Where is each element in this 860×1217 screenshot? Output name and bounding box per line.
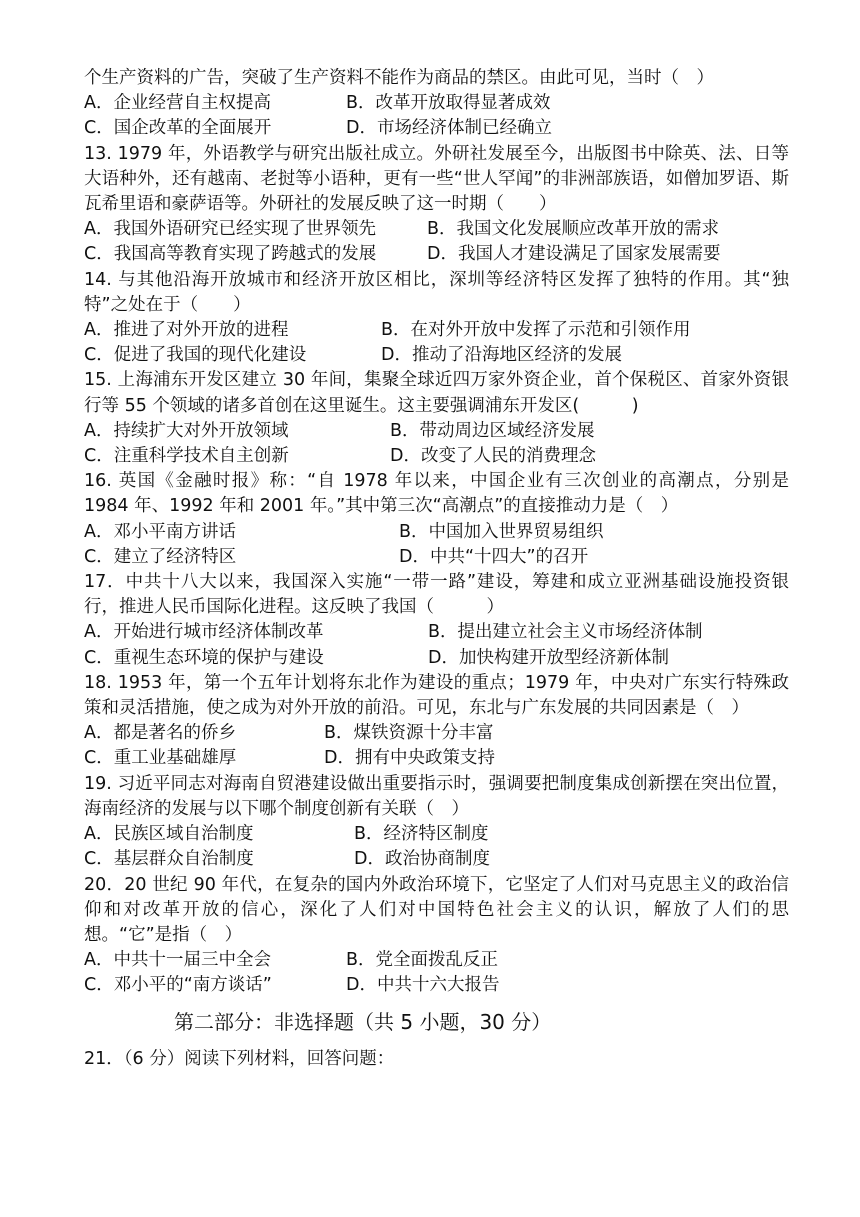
- option-b: B．改革开放取得显著成效: [346, 93, 551, 114]
- option-c: C．注重科学技术自主创新: [84, 446, 289, 467]
- option-b: B．党全面拨乱反正: [346, 950, 499, 971]
- option-b: B．煤铁资源十分丰富: [324, 723, 494, 744]
- question-17: [84, 570, 789, 671]
- question-12-tail: [84, 66, 789, 142]
- question-stem: 19. 习近平同志对海南自贸港建设做出重要指示时，强调要把制度集成创新摆在突出位置，海南经济的发展与以下哪个制度创新有关联（ ）: [84, 773, 789, 819]
- option-d: D．政治协商制度: [354, 849, 490, 870]
- question-20: [84, 873, 789, 999]
- question-stem: 14. 与其他沿海开放城市和经济开放区相比，深圳等经济特区发挥了独特的作用。其“独特”之处在于（ ）: [84, 269, 789, 315]
- question-stem: 20．20 世纪 90 年代，在复杂的国内外政治环境下，它坚定了人们对马克思主义的政治信仰和对改革开放的信心，深化了人们对中国特色社会主义的认识，解放了人们的思想。“它”是指（ ）: [84, 874, 789, 945]
- option-grid: [84, 419, 789, 469]
- option-d: D．市场经济体制已经确立: [346, 118, 552, 139]
- option-a: A．中共十一届三中全会: [84, 950, 271, 971]
- option-a: A．我国外语研究已经实现了世界领先: [84, 219, 376, 240]
- option-d: D．改变了人民的消费理念: [390, 446, 596, 467]
- option-c: C．重视生态环境的保护与建设: [84, 647, 324, 668]
- option-b: B．带动周边区域经济发展: [390, 420, 595, 441]
- question-14: [84, 268, 789, 369]
- option-a: A．持续扩大对外开放领域: [84, 420, 289, 441]
- option-d: D．我国人才建设满足了国家发展需要: [427, 244, 721, 265]
- option-b: B．提出建立社会主义市场经济体制: [428, 622, 703, 643]
- question-21-stem: 21．（6 分）阅读下列材料，回答问题：: [84, 1048, 395, 1069]
- question-stem: 17．中共十八大以来，我国深入实施“一带一路”建设，筹建和成立亚洲基础设施投资银行，推进人民币国际化进程。这反映了我国（ ）: [84, 572, 789, 618]
- option-grid: [84, 822, 789, 872]
- option-a: A．开始进行城市经济体制改革: [84, 622, 324, 643]
- option-d: D．加快构建开放型经济新体制: [428, 647, 669, 668]
- option-b: B．中国加入世界贸易组织: [399, 521, 604, 542]
- option-grid: [84, 520, 789, 570]
- option-grid: [84, 948, 789, 998]
- question-18: [84, 671, 789, 772]
- question-stem: 16. 英国《金融时报》称：“自 1978 年以来，中国企业有三次创业的高潮点，分别是 1984 年、1992 年和 2001 年。”其中第三次“高潮点”的直接推动力是（ ）: [84, 471, 789, 517]
- option-grid: [84, 721, 789, 771]
- question-stem: 13. 1979 年，外语教学与研究出版社成立。外研社发展至今，出版图书中除英、法、日等大语种外，还有越南、老挝等小语种，更有一些“世人罕闻”的非洲部族语，如僧加罗语、斯瓦希里语和豪萨语等。外研社的发展反映了这一时期（ ）: [84, 143, 789, 215]
- question-19: [84, 772, 789, 873]
- option-c: C．邓小平的“南方谈话”: [84, 975, 272, 996]
- option-a: A．企业经营自主权提高: [84, 93, 271, 114]
- question-stem: 15. 上海浦东开发区建立 30 年间，集聚全球近四万家外资企业，首个保税区、首家外资银行等 55 个领域的诸多首创在这里诞生。这主要强调浦东开发区( ): [84, 370, 789, 416]
- option-b: B．经济特区制度: [354, 824, 489, 845]
- option-a: A．民族区域自治制度: [84, 824, 254, 845]
- option-b: B．在对外开放中发挥了示范和引领作用: [381, 320, 691, 341]
- option-c: C．基层群众自治制度: [84, 849, 254, 870]
- section-2-title: 第二部分：非选择题（共 5 小题，30 分）: [174, 1009, 552, 1034]
- option-grid: [84, 620, 789, 670]
- option-a: A．都是著名的侨乡: [84, 723, 236, 744]
- option-c: C．重工业基础雄厚: [84, 748, 237, 769]
- option-d: D．拥有中央政策支持: [324, 748, 495, 769]
- question-stem: 18. 1953 年，第一个五年计划将东北作为建设的重点；1979 年，中央对广东实行特殊政策和灵活措施，使之成为对外开放的前沿。可见，东北与广东发展的共同因素是（ ）: [84, 672, 789, 719]
- option-d: D．中共“十四大”的召开: [399, 546, 589, 567]
- option-c: C．建立了经济特区: [84, 546, 237, 567]
- option-a: A．推进了对外开放的进程: [84, 320, 289, 341]
- option-grid: [84, 91, 789, 141]
- question-13: [84, 142, 789, 268]
- question-16: [84, 469, 789, 570]
- option-grid: [84, 318, 789, 368]
- option-grid: [84, 217, 789, 267]
- option-a: A．邓小平南方讲话: [84, 521, 236, 542]
- option-c: C．我国高等教育实现了跨越式的发展: [84, 244, 377, 265]
- option-d: D．中共十六大报告: [346, 975, 500, 996]
- exam-page: [84, 66, 789, 1072]
- question-stem: 个生产资料的广告，突破了生产资料不能作为商品的禁区。由此可见，当时（ ）: [84, 68, 714, 88]
- option-c: C．促进了我国的现代化建设: [84, 345, 307, 366]
- option-b: B．我国文化发展顺应改革开放的需求: [427, 219, 720, 240]
- question-15: [84, 368, 789, 469]
- option-c: C．国企改革的全面展开: [84, 118, 272, 139]
- option-d: D．推动了沿海地区经济的发展: [381, 345, 622, 366]
